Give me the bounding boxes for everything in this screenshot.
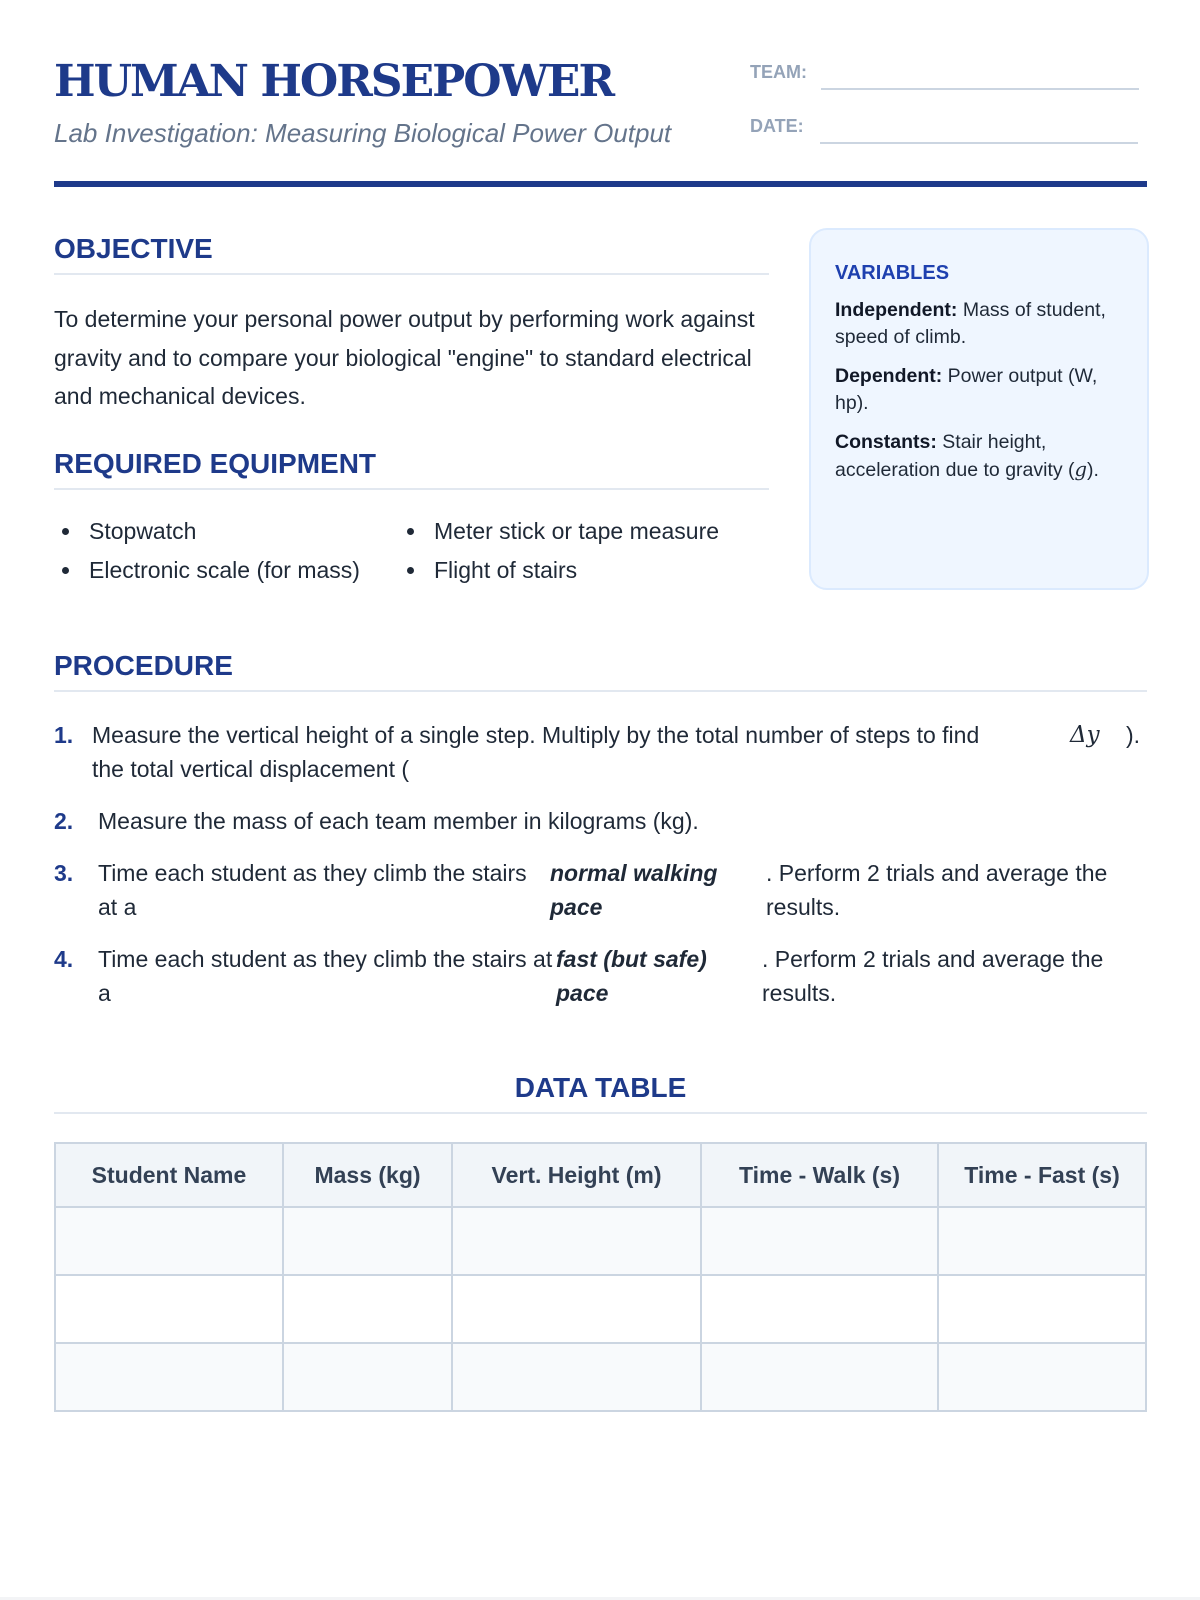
header-divider (54, 181, 1147, 187)
date-label: DATE: (750, 116, 804, 136)
team-input-line[interactable] (821, 62, 1139, 90)
table-row (55, 1343, 1146, 1411)
independent-variable: Independent: Mass of student, speed of climb. (835, 299, 1106, 348)
equipment-list (54, 518, 769, 584)
team-label: TEAM: (750, 62, 807, 82)
dependent-variable: Dependent: Power output (W, hp). (835, 365, 1098, 414)
data-table-heading: DATA TABLE (54, 1072, 1147, 1114)
bullet-icon (62, 528, 69, 535)
procedure-list (54, 718, 1147, 1028)
bullet-icon (407, 528, 414, 535)
bullet-icon (62, 567, 69, 574)
constants-variable: Constants: Stair height, acceleration due to gravity (g). (835, 431, 1099, 481)
variables-box (809, 228, 1149, 590)
delta-y-symbol: Δy (1070, 722, 1100, 748)
procedure-step: 2. Measure the mass of each team member in kilograms (kg). (54, 808, 699, 834)
table-header-row: Student Name Mass (kg) Vert. Height (m) Time - Walk (s) Time - Fast (s) (55, 1143, 1146, 1207)
procedure-step: 3. Time each student as they climb the stairs at a normal walking pace . Perform 2 trials and average the results. (54, 860, 1108, 920)
page-title: HUMAN HORSEPOWER (54, 56, 614, 107)
variables-heading: VARIABLES (835, 262, 950, 284)
page-subtitle: Lab Investigation: Measuring Biological Power Output (54, 118, 672, 148)
objective-heading: OBJECTIVE (54, 233, 769, 275)
procedure-heading: PROCEDURE (54, 650, 1147, 692)
list-item: Stopwatch (54, 518, 399, 545)
team-field[interactable] (750, 62, 1139, 90)
procedure-step: 1. Measure the vertical height of a single step. Multiply by the total number of steps to find the total vertical displacement ( Δy ). (54, 718, 1147, 786)
date-input-line[interactable] (820, 116, 1138, 144)
table-row (55, 1207, 1146, 1275)
date-field[interactable] (750, 116, 1138, 144)
objective-text: To determine your personal power output by performing work against gravity and to compare your biological "engine" to standard electrical and mechanical devices. (54, 306, 755, 409)
equipment-heading: REQUIRED EQUIPMENT (54, 448, 769, 490)
table-row (55, 1275, 1146, 1343)
bullet-icon (407, 567, 414, 574)
procedure-step: 4. Time each student as they climb the stairs at a fast (but safe) pace . Perform 2 trials and average the results. (54, 946, 1104, 1006)
data-table (54, 1142, 1147, 1412)
list-item: Flight of stairs (399, 557, 769, 584)
list-item: Meter stick or tape measure (399, 518, 769, 545)
list-item: Electronic scale (for mass) (54, 557, 399, 584)
